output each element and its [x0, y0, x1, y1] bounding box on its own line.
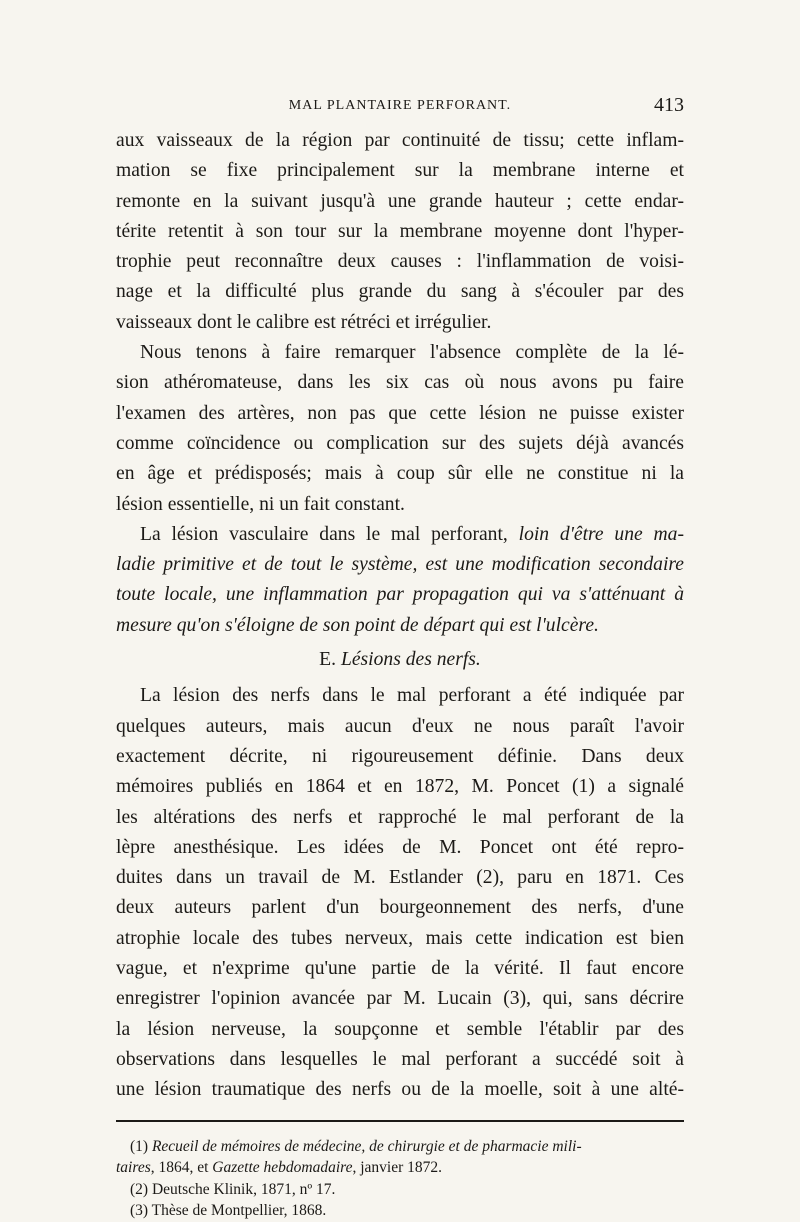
footnote-rule	[116, 1120, 684, 1122]
text-line: atrophie locale des tubes nerveux, mais cette indication est bien	[116, 927, 684, 949]
body-text	[116, 126, 684, 1106]
paragraph-conclusion	[116, 520, 684, 641]
page-number: 413	[654, 94, 684, 116]
footnote-continuation: taires, 1864, et Gazette hebdomadaire, janvier 1872.	[116, 1159, 443, 1176]
text-line: observations dans lesquelles le mal perforant a succédé soit à	[116, 1048, 684, 1070]
text-line: comme coïncidence ou complication sur des sujets déjà avancés	[116, 432, 684, 454]
text-line: trophie peut reconnaître deux causes : l'inflammation de voisi-	[116, 251, 684, 273]
text-line: mesure qu'on s'éloigne de son point de départ qui est l'ulcère.	[116, 614, 599, 636]
text-line: les altérations des nerfs et rapproché le mal perforant de la	[116, 806, 684, 828]
text-line: la lésion nerveuse, la soupçonne et semble l'établir par des	[116, 1018, 684, 1040]
text-line: duites dans un travail de M. Estlander (2), paru en 1871. Ces	[116, 867, 684, 889]
footnote: (3) Thèse de Montpellier, 1868.	[130, 1202, 327, 1219]
text-line: mémoires publiés en 1864 et en 1872, M. Poncet (1) a signalé	[116, 776, 684, 798]
page	[116, 94, 684, 1222]
text-line: aux vaisseaux de la région par continuité de tissu; cette inflam-	[116, 130, 684, 151]
text-line: sion athéromateuse, dans les six cas où nous avons pu faire	[116, 372, 684, 394]
text-line: toute locale, une inflammation par propagation qui va s'atténuant à	[116, 584, 684, 606]
text-line: lèpre anesthésique. Les idées de M. Poncet ont été repro-	[116, 836, 684, 858]
text-line: Nous tenons à faire remarquer l'absence complète de la lé-	[140, 342, 684, 364]
text-line: l'examen des artères, non pas que cette lésion ne puisse exister	[116, 402, 684, 424]
text-line: lésion essentielle, ni un fait constant.	[116, 493, 405, 515]
text-line: vaisseaux dont le calibre est rétréci et irrégulier.	[116, 311, 492, 333]
text-line: térite retentit à son tour sur la membrane moyenne dont l'hyper-	[116, 220, 684, 242]
text-line: deux auteurs parlent d'un bourgeonnement des nerfs, d'une	[116, 897, 684, 919]
text-line: en âge et prédisposés; mais à coup sûr elle ne constitue ni la	[116, 463, 684, 485]
text-line: quelques auteurs, mais aucun d'eux ne nous paraît l'avoir	[116, 715, 684, 737]
paragraph-continuation	[116, 126, 684, 338]
paragraph-atheromatous	[116, 338, 684, 520]
text-line: exactement décrite, ni rigoureusement définie. Dans deux	[116, 745, 684, 767]
text-line: enregistrer l'opinion avancée par M. Lucain (3), qui, sans décrire	[116, 988, 684, 1010]
text-line: nage et la difficulté plus grande du sang à s'écouler par des	[116, 281, 684, 303]
text-line: vague, et n'exprime qu'une partie de la vérité. Il faut encore	[116, 958, 684, 980]
text-line: remonte en la suivant jusqu'à une grande hauteur ; cette endar-	[116, 190, 684, 212]
text-line: mation se fixe principalement sur la membrane interne et	[116, 160, 684, 182]
footnote: (2) Deutsche Klinik, 1871, nº 17.	[130, 1180, 336, 1198]
text-line: La lésion des nerfs dans le mal perforant a été indiquée par	[140, 685, 684, 707]
text-line: La lésion vasculaire dans le mal perforant, loin d'être une ma-	[140, 523, 684, 545]
section-heading: E. Lésions des nerfs.	[319, 649, 481, 671]
paragraph-nerves	[116, 681, 684, 1105]
running-title: MAL PLANTAIRE PERFORANT.	[288, 98, 512, 113]
footnote: (1) Recueil de mémoires de médecine, de chirurgie et de pharmacie mili-	[130, 1137, 582, 1155]
page-header	[116, 94, 684, 120]
text-line: une lésion traumatique des nerfs ou de la moelle, soit à une alté-	[116, 1079, 684, 1101]
text-line: ladie primitive et de tout le système, est une modification secondaire	[116, 554, 684, 576]
footnotes	[116, 1136, 684, 1222]
